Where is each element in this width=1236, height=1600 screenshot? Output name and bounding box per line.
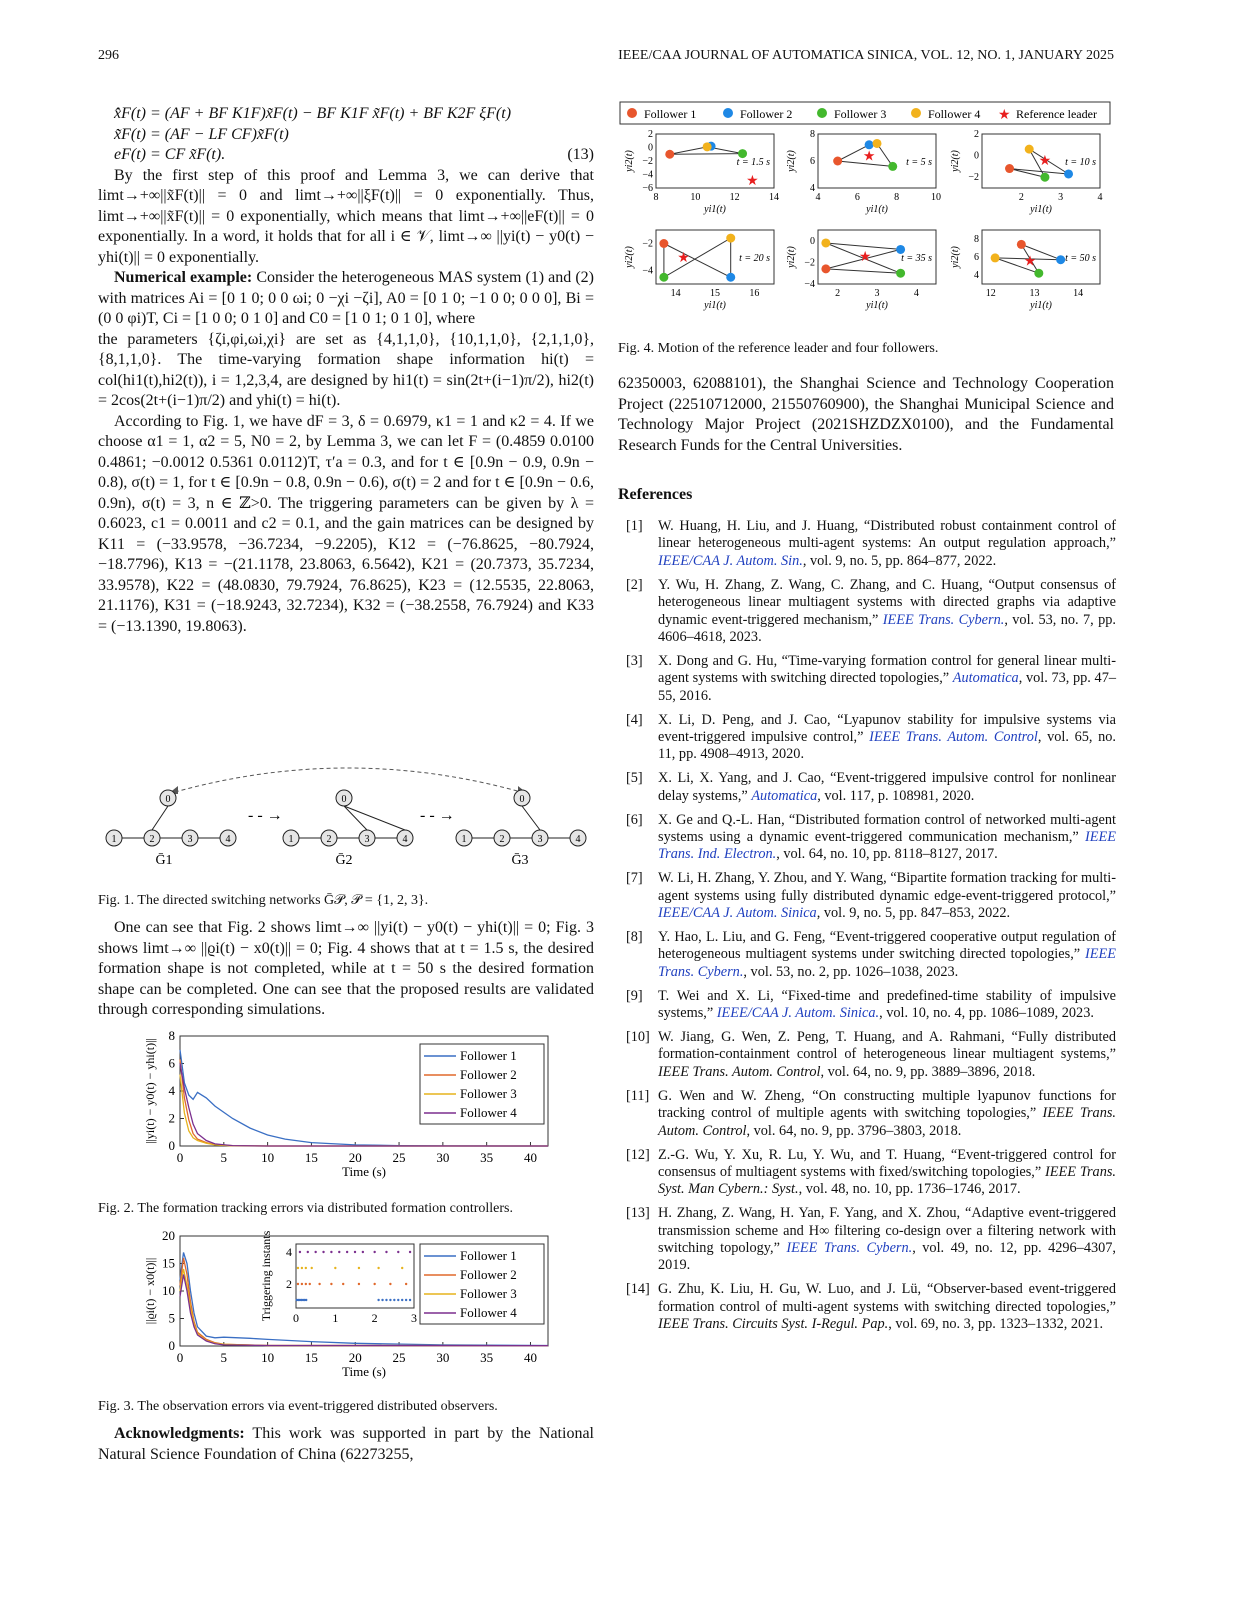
trigger-point <box>334 1267 336 1269</box>
acknowledgments-label: Acknowledgments: <box>114 1425 245 1442</box>
panel-time-label: t = 1.5 s <box>736 157 770 168</box>
reference-number: [11] <box>626 1087 650 1104</box>
graph-node-label: 4 <box>575 834 581 845</box>
x-tick-label: 35 <box>480 1150 494 1165</box>
acknowledgments-text: This work was supported in part by the National Natural Science Foundation of China (62273255, <box>98 1425 594 1463</box>
graph-node-label: 4 <box>225 834 231 845</box>
leader-star: ★ <box>862 149 876 165</box>
trigger-point <box>311 1267 313 1269</box>
reference-text: W. Huang, H. Liu, and J. Huang, “Distributed robust containment control of linear heterogeneous multi-agent systems: An output regulation approach,” IEEE/CAA J. Autom. Sin., vol. 9, no. 5, pp. 864–877, 2022. <box>658 518 1116 569</box>
x-tick-label: 35 <box>480 1350 494 1365</box>
panel-y-tick-label: −2 <box>642 238 653 250</box>
equation-13a: x̂̇F(t) = (AF + BF K1F)x̃F(t) − BF K1F x̃F(t) + BF K2F ξF(t) <box>114 105 512 122</box>
x-tick-label: 15 <box>304 1150 318 1165</box>
trigger-point <box>401 1267 403 1269</box>
reference-item <box>626 712 1116 764</box>
x-tick-label: 40 <box>523 1150 537 1165</box>
panel-y-tick-label: 0 <box>974 150 979 162</box>
follower-point <box>1034 269 1043 278</box>
trigger-point <box>409 1251 411 1253</box>
panel-y-tick-label: 8 <box>974 234 979 245</box>
panel-time-label: t = 20 s <box>739 253 770 264</box>
follower-point <box>833 157 842 166</box>
follower-point <box>1005 164 1014 173</box>
panel-time-label: t = 10 s <box>1065 157 1096 168</box>
trigger-point <box>330 1283 332 1285</box>
follower-point <box>896 269 905 278</box>
follower-point <box>821 238 830 247</box>
reference-journal-link[interactable]: Automatica <box>952 670 1019 687</box>
reference-journal-link[interactable]: IEEE/CAA J. Autom. Sinica <box>658 905 817 922</box>
legend-label: Follower 2 <box>460 1267 517 1282</box>
follower-point <box>659 239 668 248</box>
inset-x-tick-label: 0 <box>293 1311 299 1325</box>
panel-x-tick-label: 10 <box>931 192 941 203</box>
reference-number: [2] <box>626 576 643 593</box>
reference-number: [10] <box>626 1029 650 1046</box>
inset-x-tick-label: 2 <box>371 1311 378 1325</box>
reference-number: [8] <box>626 929 643 946</box>
x-axis-label: Time (s) <box>342 1364 386 1379</box>
trigger-point <box>301 1267 303 1269</box>
graph-node-label: 1 <box>288 834 294 845</box>
follower-point <box>1064 169 1073 178</box>
graph-label-3: Ḡ3 <box>511 853 529 868</box>
panel-x-axis-label: yi1(t) <box>866 300 888 311</box>
panel-time-label: t = 35 s <box>901 253 932 264</box>
trigger-point <box>393 1299 395 1301</box>
reference-item <box>626 988 1116 1023</box>
graph-node-label: 0 <box>341 794 347 805</box>
reference-journal: IEEE Trans. Circuits Syst. I-Regul. Pap. <box>658 1316 889 1333</box>
follower-point <box>821 264 830 273</box>
graph-node-label: 4 <box>402 834 408 845</box>
reference-list <box>626 518 1116 1340</box>
y-tick-label: 8 <box>168 1028 175 1043</box>
reference-journal-link[interactable]: IEEE Trans. Ind. Electron. <box>658 829 1116 863</box>
panel-x-axis-label: yi1(t) <box>1030 204 1052 215</box>
follower-point <box>888 162 897 171</box>
panel-y-tick-label: −2 <box>804 257 815 269</box>
inset-y-tick-label: 2 <box>286 1277 292 1291</box>
reference-journal-link[interactable]: IEEE Trans. Cybern. <box>786 1240 913 1257</box>
trigger-point <box>314 1251 316 1253</box>
trigger-point <box>305 1267 307 1269</box>
reference-item <box>626 1281 1116 1333</box>
trigger-point <box>346 1251 348 1253</box>
trigger-point <box>377 1267 379 1269</box>
leader-star: ★ <box>858 249 872 265</box>
fig2-caption: Fig. 2. The formation tracking errors via distributed formation controllers. <box>98 1201 513 1216</box>
references-title: References <box>618 486 693 503</box>
fig4-caption: Fig. 4. Motion of the reference leader and four followers. <box>618 341 939 356</box>
fig4-motion-chart <box>618 100 1114 320</box>
trigger-point <box>401 1299 403 1301</box>
equation-13b: x̃̇F(t) = (AF − LF CF)x̃F(t) <box>114 125 289 143</box>
follower-point <box>1025 145 1034 154</box>
legend-marker <box>627 108 637 118</box>
trigger-point <box>377 1299 379 1301</box>
x-tick-label: 0 <box>176 1150 184 1165</box>
dash-arrow-2: - - → <box>420 807 455 824</box>
follower-point <box>1017 240 1026 249</box>
reference-number: [14] <box>626 1281 650 1298</box>
graph-edge <box>152 806 168 830</box>
graph-label-2: Ḡ2 <box>335 853 353 868</box>
panel-y-tick-label: 4 <box>810 183 815 194</box>
reference-item <box>626 1147 1116 1199</box>
follower-point <box>659 273 668 282</box>
reference-number: [13] <box>626 1205 650 1222</box>
reference-text: Z.-G. Wu, Y. Xu, R. Lu, Y. Wu, and T. Huang, “Event-triggered control for consensus of multiagent systems with fixed/switching topologies,” IEEE Trans. Syst. Man Cybern.: Syst., vol. 48, no. 10, pp. 1736–1746, 2017. <box>658 1146 1116 1198</box>
reference-item <box>626 770 1116 805</box>
graph-edge <box>522 806 540 830</box>
legend-label: Follower 4 <box>928 107 981 121</box>
x-tick-label: 10 <box>261 1150 275 1165</box>
panel-x-tick-label: 2 <box>1018 192 1024 203</box>
x-tick-label: 5 <box>220 1150 228 1165</box>
panel-x-tick-label: 13 <box>1029 288 1040 299</box>
panel-x-tick-label: 12 <box>985 288 996 299</box>
panel-x-tick-label: 14 <box>670 288 681 299</box>
y-tick-label: 5 <box>168 1310 175 1326</box>
panel-y-tick-label: 0 <box>648 142 653 154</box>
panel-x-tick-label: 2 <box>835 288 841 299</box>
panel-x-tick-label: 12 <box>729 192 740 203</box>
follower-point <box>865 140 874 149</box>
trigger-point <box>307 1251 309 1253</box>
page-number: 296 <box>98 48 119 63</box>
legend-marker <box>723 108 733 118</box>
trigger-point <box>301 1283 303 1285</box>
y-tick-label: 10 <box>162 1283 175 1298</box>
follower-point <box>873 139 882 148</box>
trigger-point <box>373 1283 375 1285</box>
trigger-point <box>318 1283 320 1285</box>
legend-label: Follower 1 <box>460 1248 517 1263</box>
x-tick-label: 20 <box>348 1350 362 1365</box>
graph-node-label: 2 <box>326 834 332 845</box>
reference-journal-link[interactable]: Automatica <box>751 787 818 804</box>
panel-x-axis-label: yi1(t) <box>704 204 726 215</box>
panel-x-axis-label: yi1(t) <box>704 300 726 311</box>
trigger-point <box>322 1251 324 1253</box>
results-paragraph: One can see that Fig. 2 shows limt→∞ ||yi(t) − y0(t) − yhi(t)|| = 0; Fig. 3 shows limt→∞ ||ϱi(t) − x0(t)|| = 0; Fig. 4 shows that at t = 1.5 s, the desired formation shape is not completed, while at t = 50 s the desired formation shape can be completed. One can see that the proposed results are validated through corresponding simulations. <box>98 919 594 1018</box>
panel-x-tick-label: 8 <box>653 192 659 203</box>
panel-time-label: t = 5 s <box>906 157 932 168</box>
dash-arrow-1: - - → <box>248 807 283 824</box>
trigger-point <box>385 1299 387 1301</box>
leader-star: ★ <box>746 173 759 189</box>
panel-y-axis-label: yi2(t) <box>950 246 961 268</box>
x-tick-label: 10 <box>261 1350 275 1365</box>
x-tick-label: 0 <box>176 1350 184 1365</box>
reference-number: [9] <box>626 987 643 1004</box>
reference-journal-link[interactable]: IEEE Trans. Cybern. <box>882 611 1005 628</box>
reference-text: W. Jiang, G. Wen, Z. Peng, T. Huang, and A. Rahmani, “Fully distributed formation-containment control of heterogeneous linear multiagent systems,” IEEE Trans. Autom. Control, vol. 64, no. 9, pp. 3889–3896, 2018. <box>658 1029 1116 1080</box>
reference-number: [7] <box>626 870 643 887</box>
trigger-point <box>397 1251 399 1253</box>
legend-label: Follower 1 <box>460 1048 517 1063</box>
trigger-point <box>330 1251 332 1253</box>
reference-number: [6] <box>626 811 643 828</box>
graph-node-label: 1 <box>461 834 467 845</box>
x-tick-label: 25 <box>392 1150 406 1165</box>
graph-node-label: 1 <box>111 834 117 845</box>
trigger-point <box>358 1267 360 1269</box>
trigger-point <box>373 1251 375 1253</box>
panel-y-tick-label: −4 <box>642 265 653 277</box>
panel-y-tick-label: −6 <box>642 183 653 194</box>
follower-point <box>726 273 735 282</box>
reference-item <box>626 518 1116 570</box>
x-tick-label: 40 <box>523 1350 537 1365</box>
panel-y-tick-label: 0 <box>810 235 815 247</box>
graph-node-label: 3 <box>364 834 370 845</box>
trigger-point <box>405 1283 407 1285</box>
panel-y-axis-label: yi2(t) <box>786 150 797 172</box>
panel-y-tick-label: −2 <box>642 156 653 167</box>
inset-y-tick-label: 4 <box>286 1245 292 1259</box>
x-tick-label: 5 <box>220 1350 228 1365</box>
reference-journal: IEEE Trans. Autom. Control <box>658 1105 1116 1139</box>
reference-journal-link[interactable]: IEEE Trans. Cybern. <box>658 946 1116 980</box>
y-tick-label: 4 <box>168 1083 175 1098</box>
numerical-example-label: Numerical example: <box>114 269 253 286</box>
panel-y-tick-label: 2 <box>974 129 979 140</box>
gain-paragraph: According to Fig. 1, we have dF = 3, δ = 0.6979, κ1 = 1 and κ2 = 4. If we choose α1 = 1, α2 = 5, N0 = 2, by Lemma 3, we can let F = (0.4859 0.0100 0.4861; −0.0012 0.5361 0.0112)T, τ′a = 0.3, and for t ∈ [0.9n − 0.9, 0.9n − 0.8), σ(t) = 1, for t ∈ [0.9n − 0.8, 0.9n − 0.6), σ(t) = 2 and for t ∈ [0.9n − 0.6, 0.9n), σ(t) = 3, n ∈ ℤ>0. The triggering parameters can be given by λ = 0.6023, c1 = 0.0011 and c2 = 0.1, and the gain matrices can be designed by K11 = (−33.9578, −36.7234, −9.2205), K12 = (−76.8625, −80.7924, −18.7796), K13 = −(21.1178, 23.8063, 6.5642), K21 = (20.7373, 35.7234, 33.9578), K22 = (48.0830, 79.7924, 76.8625), K23 = (12.5535, 22.8063, 21.1176), K31 = (−18.9243, 32.7234), K32 = (−38.2558, 76.7924) and K33 = (−13.1390, 19.8063). <box>98 412 594 635</box>
fig1-switching-networks <box>98 752 594 882</box>
panel-y-axis-label: yi2(t) <box>624 246 635 268</box>
reference-text: H. Zhang, Z. Wang, H. Yan, F. Yang, and X. Zhou, “Adaptive event-triggered transmission scheme and H∞ filtering co-design over a filtering network with switching topology,” IEEE Trans. Cybern., vol. 49, no. 12, pp. 4296–4307, 2019. <box>658 1205 1116 1274</box>
reference-item <box>626 1029 1116 1081</box>
y-axis-label: ||ϱi(t) − x0(t)|| <box>143 1257 157 1325</box>
acknowledgments-continued: 62350003, 62088101), the Shanghai Science and Technology Cooperation Project (22510712000, 21550760900), the Shanghai Municipal Science and Technology Major Project (2021SHZDZX0100), and the Fundamental Research Funds for the Central Universities. <box>618 375 1114 454</box>
leader-star: ★ <box>677 251 690 266</box>
panel-y-tick-label: 8 <box>810 129 815 140</box>
reference-text: T. Wei and X. Li, “Fixed-time and predefined-time stability of impulsive systems,” IEEE/CAA J. Autom. Sinica., vol. 10, no. 4, pp. 1086–1089, 2023. <box>658 987 1116 1022</box>
trigger-point <box>385 1251 387 1253</box>
x-axis-label: Time (s) <box>342 1164 386 1179</box>
graph-node-label: 3 <box>187 834 193 845</box>
reference-number: [4] <box>626 711 643 728</box>
x-tick-label: 25 <box>392 1350 406 1365</box>
panel-time-label: t = 50 s <box>1065 253 1096 264</box>
follower-point <box>991 253 1000 262</box>
panel-y-axis-label: yi2(t) <box>950 150 961 172</box>
graph-edge <box>344 806 405 830</box>
graph-node-label: 2 <box>149 834 155 845</box>
reference-text: X. Li, D. Peng, and J. Cao, “Lyapunov stability for impulsive systems via event-triggered impulsive control,” IEEE Trans. Autom. Control, vol. 65, no. 11, pp. 4908–4913, 2020. <box>658 711 1116 763</box>
trigger-point <box>305 1299 307 1301</box>
panel-y-tick-label: 2 <box>648 129 653 140</box>
panel-x-tick-label: 4 <box>815 192 821 203</box>
legend-label: Follower 1 <box>644 107 697 121</box>
trigger-point <box>297 1283 299 1285</box>
panel-x-axis-label: yi1(t) <box>866 204 888 215</box>
y-tick-label: 0 <box>168 1138 175 1153</box>
graph-node-label: 0 <box>165 794 171 805</box>
trigger-point <box>342 1283 344 1285</box>
trigger-point <box>397 1299 399 1301</box>
numerical-example-text: Consider the heterogeneous MAS system (1) and (2) with matrices Ai = [0 1 0; 0 0 ωi; 0 −χi −ζi], A0 = [0 1 0; −1 0 0; 0 0 0], Bi = (0 0 φi)T, Ci = [1 0 0; 0 1 0] and C0 = [1 0 1; 0 1 0], where <box>98 269 595 327</box>
x-tick-label: 30 <box>436 1150 450 1165</box>
trigger-point <box>358 1283 360 1285</box>
trigger-point <box>362 1251 364 1253</box>
follower-point <box>1056 255 1065 264</box>
panel-x-tick-label: 3 <box>874 288 880 299</box>
legend-label: Follower 4 <box>460 1305 517 1320</box>
y-tick-label: 0 <box>168 1338 175 1353</box>
x-tick-label: 30 <box>436 1350 450 1365</box>
trigger-point <box>338 1251 340 1253</box>
leader-star: ★ <box>1038 153 1052 169</box>
follower-point <box>726 234 735 243</box>
panel-x-axis-label: yi1(t) <box>1030 300 1052 311</box>
legend-label: Follower 2 <box>460 1067 517 1082</box>
legend-label: Reference leader <box>1016 107 1097 121</box>
panel-y-tick-label: −4 <box>804 279 815 290</box>
trigger-point <box>405 1299 407 1301</box>
reference-text: X. Ge and Q.-L. Han, “Distributed formation control of networked multi-agent systems using a dynamic event-triggered communication mechanism,” IEEE Trans. Ind. Electron., vol. 64, no. 10, pp. 8118–8127, 2017. <box>658 811 1116 863</box>
panel-y-tick-label: 6 <box>974 252 979 263</box>
graph-node-label: 0 <box>519 794 525 805</box>
reference-item <box>626 1205 1116 1275</box>
y-tick-label: 15 <box>162 1255 175 1271</box>
follower-point <box>1040 173 1049 182</box>
follower-point <box>665 150 674 159</box>
reference-item <box>626 577 1116 647</box>
reference-item <box>626 812 1116 864</box>
y-tick-label: 2 <box>168 1110 175 1126</box>
reference-item <box>626 870 1116 922</box>
reference-journal-link[interactable]: IEEE Trans. Autom. Control <box>869 728 1038 745</box>
reference-item <box>626 1088 1116 1140</box>
fig2-tracking-error-chart <box>140 1026 560 1186</box>
fig3-caption: Fig. 3. The observation errors via event-triggered distributed observers. <box>98 1399 498 1414</box>
legend-label: Follower 4 <box>460 1105 517 1120</box>
reference-text: G. Wen and W. Zheng, “On constructing multiple lyapunov functions for tracking control of multiple agents with switching topologies,” IEEE Trans. Autom. Control, vol. 64, no. 9, pp. 3796–3803, 2018. <box>658 1087 1116 1139</box>
y-tick-label: 20 <box>162 1228 175 1243</box>
inset-x-tick-label: 1 <box>332 1311 339 1325</box>
trigger-point <box>309 1283 311 1285</box>
x-tick-label: 15 <box>304 1350 318 1365</box>
graph-edge <box>344 806 367 830</box>
trigger-point <box>389 1299 391 1301</box>
reference-text: W. Li, H. Zhang, Y. Zhou, and Y. Wang, “Bipartite formation tracking for multi-agent systems using fully distributed dynamic edge-event-triggered protocol,” IEEE/CAA J. Autom. Sinica, vol. 9, no. 5, pp. 847–853, 2022. <box>658 870 1116 922</box>
legend-label: Follower 3 <box>460 1086 517 1101</box>
y-axis-label: ||yi(t) − y0(t) − yhi(t)|| <box>143 1038 157 1144</box>
graph-label-1: Ḡ1 <box>155 853 173 868</box>
panel-y-tick-label: 6 <box>810 156 815 167</box>
parameters-paragraph: the parameters {ζi,φi,ωi,χi} are set as {4,1,1,0}, {10,1,1,0}, {2,1,1,0}, {8,1,1,0}. The time-varying formation shape information hi(t) = col(hi1(t),hi2(t)), i = 1,2,3,4, are designed by hi1(t) = sin(2t+(i−1)π/2), hi2(t) = 2cos(2t+(i−1)π/2) and yhi(t) = hi(t). <box>98 330 594 409</box>
fig1-caption: Fig. 1. The directed switching networks Ḡ𝒫, 𝒫 = {1, 2, 3}. <box>98 893 429 908</box>
reference-item <box>626 929 1116 981</box>
inset-y-axis-label: Triggering instants <box>259 1230 273 1322</box>
reference-text: Y. Wu, H. Zhang, Z. Wang, C. Zhang, and C. Huang, “Output consensus of heterogeneous linear multiagent systems with directed graphs via adaptive dynamic event-triggered mechanism,” IEEE Trans. Cybern., vol. 53, no. 7, pp. 4606–4618, 2023. <box>658 576 1116 645</box>
panel-x-tick-label: 4 <box>1097 192 1103 203</box>
follower-point <box>703 142 712 151</box>
trigger-point <box>381 1299 383 1301</box>
panel-x-tick-label: 15 <box>710 288 720 299</box>
trigger-point <box>389 1283 391 1285</box>
panel-y-axis-label: yi2(t) <box>624 150 635 172</box>
legend-star-marker: ★ <box>998 108 1011 123</box>
panel-y-tick-label: −4 <box>642 169 653 181</box>
reference-number: [3] <box>626 652 643 669</box>
reference-journal-link[interactable]: IEEE/CAA J. Autom. Sinica. <box>716 1005 880 1022</box>
leader-star: ★ <box>1023 254 1037 270</box>
reference-item <box>626 653 1116 705</box>
journal-header: IEEE/CAA JOURNAL OF AUTOMATICA SINICA, VOL. 12, NO. 1, JANUARY 2025 <box>618 48 1114 63</box>
reference-text: Y. Hao, L. Liu, and G. Feng, “Event-triggered cooperative output regulation of heterogeneous multiagent systems under switching directed topologies,” IEEE Trans. Cybern., vol. 53, no. 2, pp. 1026–1038, 2023. <box>658 929 1116 980</box>
panel-x-tick-label: 4 <box>913 288 919 299</box>
panel-x-tick-label: 14 <box>1073 288 1084 299</box>
trigger-point <box>409 1299 411 1301</box>
panel-y-tick-label: 4 <box>974 270 979 281</box>
graph-node-label: 2 <box>499 834 505 845</box>
reference-number: [5] <box>626 770 643 787</box>
panel-y-tick-label: −2 <box>968 172 979 184</box>
fig3-observation-error-chart <box>140 1226 560 1386</box>
graph-node-label: 3 <box>537 834 543 845</box>
trigger-point <box>299 1251 301 1253</box>
panel-x-tick-label: 8 <box>894 192 900 203</box>
panel-x-tick-label: 14 <box>769 192 779 203</box>
panel-x-tick-label: 16 <box>749 288 760 299</box>
reference-journal: IEEE Trans. Syst. Man Cybern.: Syst. <box>658 1163 1116 1198</box>
equation-13c: eF(t) = CF x̃F(t). <box>114 146 226 163</box>
reference-journal-link[interactable]: IEEE/CAA J. Autom. Sin. <box>658 552 803 569</box>
legend-label: Follower 3 <box>460 1286 517 1301</box>
legend-label: Follower 2 <box>740 107 793 121</box>
reference-text: X. Dong and G. Hu, “Time-varying formation control for general linear multi-agent systems with switching directed topologies,” Automatica, vol. 73, pp. 47–55, 2016. <box>658 652 1116 704</box>
inset-frame <box>296 1244 414 1308</box>
y-tick-label: 6 <box>168 1055 175 1071</box>
panel-x-tick-label: 6 <box>854 192 860 203</box>
reference-text: G. Zhu, K. Liu, H. Gu, W. Luo, and J. Lü, “Observer-based event-triggered formation control of multi-agent systems with switching directed topologies,” IEEE Trans. Circuits Syst. I-Regul. Pap., vol. 69, no. 3, pp. 1323–1332, 2021. <box>658 1281 1116 1333</box>
panel-x-tick-label: 3 <box>1058 192 1064 203</box>
panel-y-axis-label: yi2(t) <box>786 246 797 268</box>
reference-text: X. Li, X. Yang, and J. Cao, “Event-triggered impulsive control for nonlinear delay systems,” Automatica, vol. 117, p. 108981, 2020. <box>658 770 1116 804</box>
trigger-point <box>297 1267 299 1269</box>
left-column <box>98 104 594 637</box>
proof-paragraph: By the first step of this proof and Lemma 3, we can derive that limt→+∞||x̃F(t)|| = 0 and limt→+∞||ξF(t)|| = 0 exponentially. Thus, limt→+∞||x̃F(t)|| = 0 exponentially, which means that limt→+∞||eF(t)|| = 0 exponentially. In a word, it holds that for all i ∈ 𝒱, limt→∞ ||yi(t) − y0(t) − yhi(t)|| = 0 exponentially. <box>98 166 594 266</box>
legend-marker <box>911 108 921 118</box>
inset-x-tick-label: 3 <box>411 1311 417 1325</box>
panel-x-tick-label: 10 <box>690 192 701 203</box>
reference-number: [12] <box>626 1146 650 1163</box>
trigger-point <box>354 1251 356 1253</box>
equation-number: (13) <box>567 146 594 163</box>
reference-journal: IEEE Trans. Autom. Control <box>658 1063 821 1080</box>
legend-marker <box>817 108 827 118</box>
legend-label: Follower 3 <box>834 107 887 121</box>
reference-number: [1] <box>626 518 643 534</box>
x-tick-label: 20 <box>348 1150 362 1165</box>
trigger-point <box>305 1283 307 1285</box>
